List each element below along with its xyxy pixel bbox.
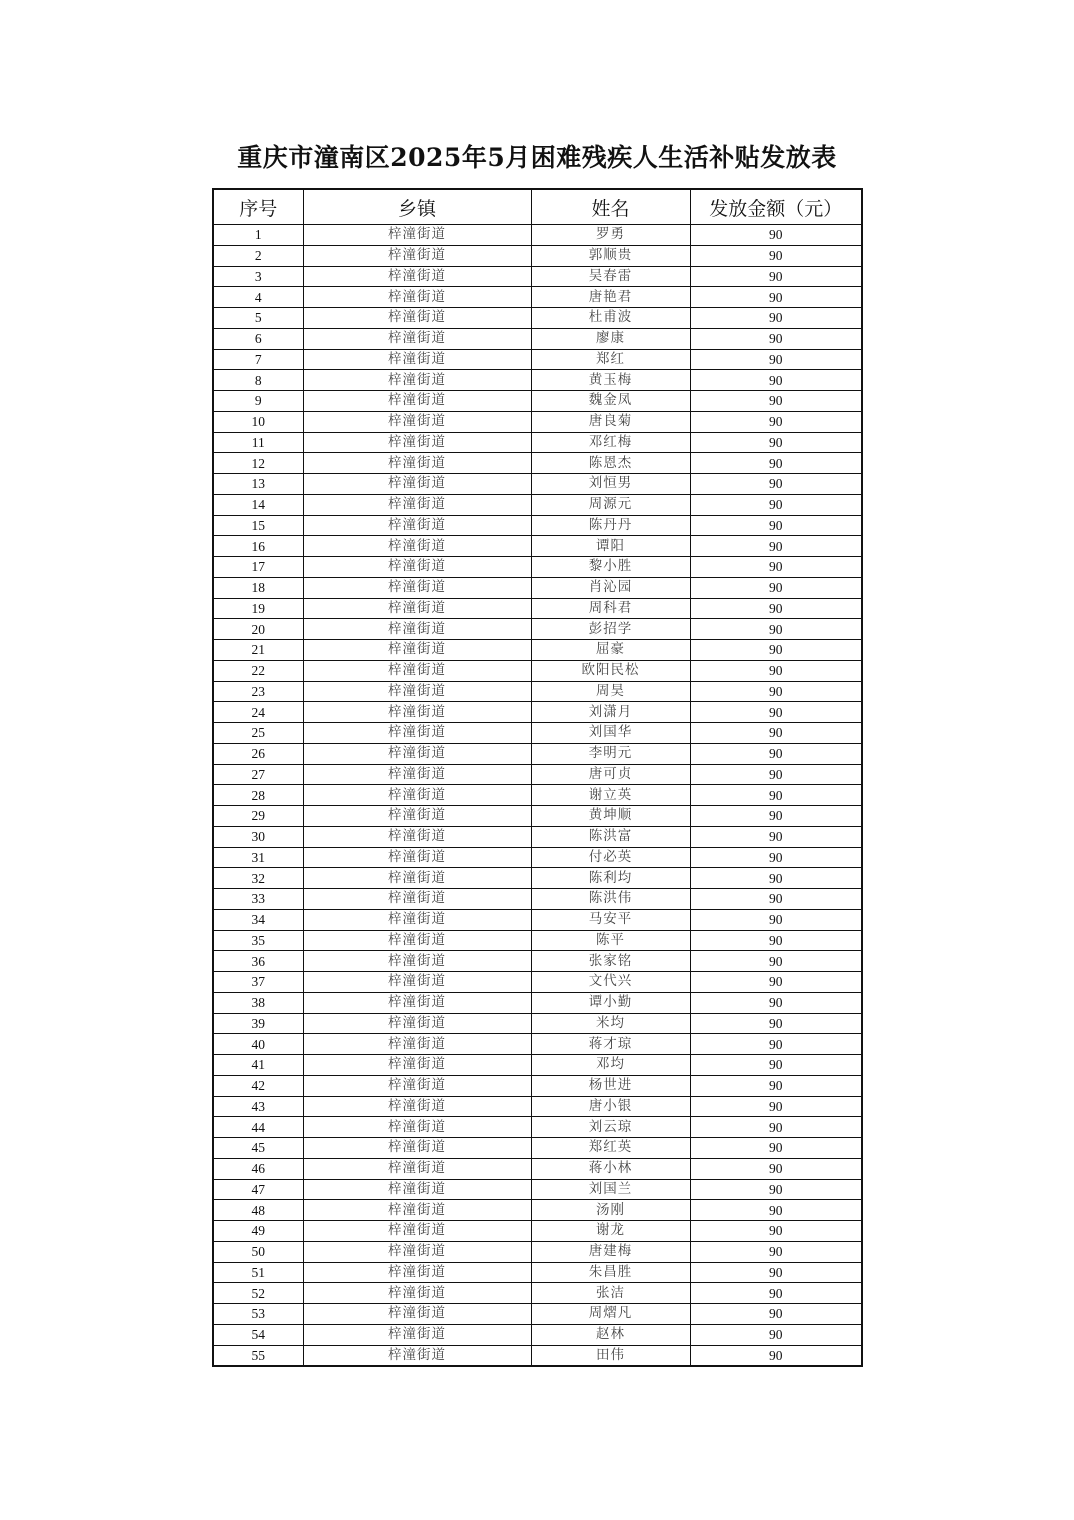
table-row — [213, 1345, 862, 1366]
row-amount: 90 — [690, 1200, 862, 1221]
table-row — [213, 1117, 862, 1138]
header-name: 姓名 — [531, 189, 690, 225]
row-index: 42 — [213, 1075, 303, 1096]
row-name: 肖沁园 — [531, 577, 690, 598]
table-row — [213, 1013, 862, 1034]
table-row — [213, 432, 862, 453]
row-township: 梓潼街道 — [303, 1283, 531, 1304]
row-name: 杨世进 — [531, 1075, 690, 1096]
table-body — [213, 225, 862, 1367]
row-amount: 90 — [690, 515, 862, 536]
row-index: 25 — [213, 723, 303, 744]
row-amount: 90 — [690, 806, 862, 827]
row-township: 梓潼街道 — [303, 1096, 531, 1117]
row-name: 刘云琼 — [531, 1117, 690, 1138]
row-name: 蒋才琼 — [531, 1034, 690, 1055]
row-amount: 90 — [690, 536, 862, 557]
table-row — [213, 515, 862, 536]
row-township: 梓潼街道 — [303, 1221, 531, 1242]
row-township: 梓潼街道 — [303, 1055, 531, 1076]
row-index: 43 — [213, 1096, 303, 1117]
row-amount: 90 — [690, 391, 862, 412]
row-index: 6 — [213, 328, 303, 349]
row-township: 梓潼街道 — [303, 287, 531, 308]
row-township: 梓潼街道 — [303, 474, 531, 495]
table-row — [213, 577, 862, 598]
row-index: 19 — [213, 598, 303, 619]
row-name: 魏金凤 — [531, 391, 690, 412]
row-name: 谢立英 — [531, 785, 690, 806]
row-name: 屈豪 — [531, 640, 690, 661]
row-name: 张洁 — [531, 1283, 690, 1304]
table-row — [213, 1138, 862, 1159]
row-index: 55 — [213, 1345, 303, 1366]
header-township: 乡镇 — [303, 189, 531, 225]
row-amount: 90 — [690, 577, 862, 598]
table-row — [213, 1075, 862, 1096]
row-amount: 90 — [690, 370, 862, 391]
row-name: 郭顺贵 — [531, 245, 690, 266]
row-index: 13 — [213, 474, 303, 495]
row-name: 陈丹丹 — [531, 515, 690, 536]
row-amount: 90 — [690, 266, 862, 287]
row-name: 唐艳君 — [531, 287, 690, 308]
row-name: 罗勇 — [531, 225, 690, 246]
row-amount: 90 — [690, 702, 862, 723]
row-amount: 90 — [690, 1013, 862, 1034]
row-index: 30 — [213, 826, 303, 847]
row-index: 38 — [213, 992, 303, 1013]
row-name: 黎小胜 — [531, 557, 690, 578]
row-index: 44 — [213, 1117, 303, 1138]
row-township: 梓潼街道 — [303, 577, 531, 598]
row-township: 梓潼街道 — [303, 930, 531, 951]
row-index: 7 — [213, 349, 303, 370]
row-township: 梓潼街道 — [303, 494, 531, 515]
row-index: 20 — [213, 619, 303, 640]
row-index: 29 — [213, 806, 303, 827]
row-township: 梓潼街道 — [303, 764, 531, 785]
row-index: 2 — [213, 245, 303, 266]
row-township: 梓潼街道 — [303, 785, 531, 806]
row-name: 邓均 — [531, 1055, 690, 1076]
row-name: 文代兴 — [531, 972, 690, 993]
row-name: 谢龙 — [531, 1221, 690, 1242]
row-index: 5 — [213, 308, 303, 329]
row-name: 邓红梅 — [531, 432, 690, 453]
row-township: 梓潼街道 — [303, 847, 531, 868]
row-name: 谭阳 — [531, 536, 690, 557]
row-name: 唐良菊 — [531, 411, 690, 432]
row-amount: 90 — [690, 1283, 862, 1304]
row-amount: 90 — [690, 349, 862, 370]
row-index: 49 — [213, 1221, 303, 1242]
row-name: 彭招学 — [531, 619, 690, 640]
row-township: 梓潼街道 — [303, 909, 531, 930]
row-index: 53 — [213, 1304, 303, 1325]
table-row — [213, 640, 862, 661]
row-name: 赵林 — [531, 1324, 690, 1345]
row-amount: 90 — [690, 826, 862, 847]
row-name: 米均 — [531, 1013, 690, 1034]
table-row — [213, 474, 862, 495]
table-row — [213, 494, 862, 515]
table-row — [213, 806, 862, 827]
row-amount: 90 — [690, 1345, 862, 1366]
row-township: 梓潼街道 — [303, 1200, 531, 1221]
row-amount: 90 — [690, 1138, 862, 1159]
row-name: 唐可贞 — [531, 764, 690, 785]
row-township: 梓潼街道 — [303, 992, 531, 1013]
header-index: 序号 — [213, 189, 303, 225]
row-index: 18 — [213, 577, 303, 598]
row-amount: 90 — [690, 1262, 862, 1283]
table-row — [213, 1241, 862, 1262]
row-township: 梓潼街道 — [303, 1324, 531, 1345]
row-index: 52 — [213, 1283, 303, 1304]
table-row — [213, 370, 862, 391]
table-row — [213, 785, 862, 806]
row-index: 35 — [213, 930, 303, 951]
row-amount: 90 — [690, 494, 862, 515]
row-name: 朱昌胜 — [531, 1262, 690, 1283]
row-amount: 90 — [690, 930, 862, 951]
header-amount: 发放金额（元） — [690, 189, 862, 225]
row-amount: 90 — [690, 1075, 862, 1096]
row-township: 梓潼街道 — [303, 1179, 531, 1200]
row-name: 陈平 — [531, 930, 690, 951]
row-index: 47 — [213, 1179, 303, 1200]
row-township: 梓潼街道 — [303, 536, 531, 557]
row-index: 27 — [213, 764, 303, 785]
row-amount: 90 — [690, 598, 862, 619]
row-name: 田伟 — [531, 1345, 690, 1366]
row-name: 周昊 — [531, 681, 690, 702]
row-amount: 90 — [690, 1324, 862, 1345]
row-amount: 90 — [690, 453, 862, 474]
row-index: 51 — [213, 1262, 303, 1283]
row-amount: 90 — [690, 1179, 862, 1200]
row-index: 34 — [213, 909, 303, 930]
row-name: 马安平 — [531, 909, 690, 930]
row-township: 梓潼街道 — [303, 1241, 531, 1262]
row-index: 46 — [213, 1158, 303, 1179]
row-township: 梓潼街道 — [303, 640, 531, 661]
row-index: 10 — [213, 411, 303, 432]
row-amount: 90 — [690, 1241, 862, 1262]
row-index: 8 — [213, 370, 303, 391]
row-township: 梓潼街道 — [303, 349, 531, 370]
row-township: 梓潼街道 — [303, 868, 531, 889]
row-township: 梓潼街道 — [303, 702, 531, 723]
row-amount: 90 — [690, 474, 862, 495]
row-township: 梓潼街道 — [303, 515, 531, 536]
table-row — [213, 930, 862, 951]
row-amount: 90 — [690, 411, 862, 432]
table-row — [213, 743, 862, 764]
row-index: 4 — [213, 287, 303, 308]
row-name: 吴春雷 — [531, 266, 690, 287]
row-name: 陈利均 — [531, 868, 690, 889]
table-row — [213, 1283, 862, 1304]
row-index: 41 — [213, 1055, 303, 1076]
row-amount: 90 — [690, 992, 862, 1013]
table-row — [213, 992, 862, 1013]
table-row — [213, 868, 862, 889]
row-township: 梓潼街道 — [303, 1158, 531, 1179]
row-amount: 90 — [690, 723, 862, 744]
row-amount: 90 — [690, 660, 862, 681]
row-index: 31 — [213, 847, 303, 868]
row-index: 28 — [213, 785, 303, 806]
row-amount: 90 — [690, 308, 862, 329]
row-township: 梓潼街道 — [303, 826, 531, 847]
row-name: 付必英 — [531, 847, 690, 868]
table-row — [213, 1221, 862, 1242]
row-amount: 90 — [690, 785, 862, 806]
table-row — [213, 1200, 862, 1221]
row-township: 梓潼街道 — [303, 557, 531, 578]
row-township: 梓潼街道 — [303, 328, 531, 349]
row-amount: 90 — [690, 743, 862, 764]
row-township: 梓潼街道 — [303, 743, 531, 764]
table-row — [213, 1096, 862, 1117]
page-title: 重庆市潼南区2025年5月困难残疾人生活补贴发放表 — [237, 143, 837, 172]
row-name: 周源元 — [531, 494, 690, 515]
row-township: 梓潼街道 — [303, 1304, 531, 1325]
row-amount: 90 — [690, 1055, 862, 1076]
row-name: 黄坤顺 — [531, 806, 690, 827]
row-amount: 90 — [690, 225, 862, 246]
table-row — [213, 660, 862, 681]
row-index: 48 — [213, 1200, 303, 1221]
row-index: 17 — [213, 557, 303, 578]
row-name: 周科君 — [531, 598, 690, 619]
table-row — [213, 951, 862, 972]
table-row — [213, 972, 862, 993]
row-township: 梓潼街道 — [303, 370, 531, 391]
row-amount: 90 — [690, 1304, 862, 1325]
row-name: 汤刚 — [531, 1200, 690, 1221]
row-index: 12 — [213, 453, 303, 474]
row-amount: 90 — [690, 847, 862, 868]
row-name: 刘国华 — [531, 723, 690, 744]
row-amount: 90 — [690, 868, 862, 889]
row-township: 梓潼街道 — [303, 245, 531, 266]
row-amount: 90 — [690, 889, 862, 910]
table-row — [213, 598, 862, 619]
row-township: 梓潼街道 — [303, 1013, 531, 1034]
row-township: 梓潼街道 — [303, 951, 531, 972]
row-amount: 90 — [690, 245, 862, 266]
row-name: 唐小银 — [531, 1096, 690, 1117]
table-row — [213, 1262, 862, 1283]
row-township: 梓潼街道 — [303, 308, 531, 329]
row-index: 36 — [213, 951, 303, 972]
table-header-row — [213, 189, 862, 225]
row-amount: 90 — [690, 328, 862, 349]
row-township: 梓潼街道 — [303, 723, 531, 744]
row-index: 45 — [213, 1138, 303, 1159]
table-row — [213, 847, 862, 868]
row-name: 陈洪伟 — [531, 889, 690, 910]
row-amount: 90 — [690, 1096, 862, 1117]
row-township: 梓潼街道 — [303, 1075, 531, 1096]
row-name: 杜甫波 — [531, 308, 690, 329]
row-name: 李明元 — [531, 743, 690, 764]
row-name: 张家铭 — [531, 951, 690, 972]
row-index: 37 — [213, 972, 303, 993]
row-index: 3 — [213, 266, 303, 287]
row-amount: 90 — [690, 619, 862, 640]
row-index: 50 — [213, 1241, 303, 1262]
table-row — [213, 328, 862, 349]
row-index: 1 — [213, 225, 303, 246]
table-row — [213, 826, 862, 847]
row-amount: 90 — [690, 764, 862, 785]
table-row — [213, 909, 862, 930]
table-row — [213, 1324, 862, 1345]
row-township: 梓潼街道 — [303, 266, 531, 287]
row-township: 梓潼街道 — [303, 1262, 531, 1283]
table-row — [213, 1179, 862, 1200]
row-index: 16 — [213, 536, 303, 557]
row-name: 陈恩杰 — [531, 453, 690, 474]
row-township: 梓潼街道 — [303, 391, 531, 412]
row-index: 22 — [213, 660, 303, 681]
table-row — [213, 225, 862, 246]
table-row — [213, 245, 862, 266]
row-name: 廖康 — [531, 328, 690, 349]
table-row — [213, 453, 862, 474]
table-row — [213, 349, 862, 370]
row-township: 梓潼街道 — [303, 598, 531, 619]
row-name: 刘恒男 — [531, 474, 690, 495]
table-row — [213, 1034, 862, 1055]
row-amount: 90 — [690, 681, 862, 702]
table-row — [213, 557, 862, 578]
row-name: 谭小勤 — [531, 992, 690, 1013]
table-row — [213, 764, 862, 785]
row-amount: 90 — [690, 909, 862, 930]
row-township: 梓潼街道 — [303, 806, 531, 827]
row-index: 11 — [213, 432, 303, 453]
row-index: 40 — [213, 1034, 303, 1055]
row-township: 梓潼街道 — [303, 411, 531, 432]
table-row — [213, 1304, 862, 1325]
table-row — [213, 702, 862, 723]
table-row — [213, 1055, 862, 1076]
row-amount: 90 — [690, 432, 862, 453]
row-name: 周熠凡 — [531, 1304, 690, 1325]
row-name: 黄玉梅 — [531, 370, 690, 391]
row-township: 梓潼街道 — [303, 660, 531, 681]
row-township: 梓潼街道 — [303, 1345, 531, 1366]
row-amount: 90 — [690, 287, 862, 308]
table-row — [213, 681, 862, 702]
row-index: 24 — [213, 702, 303, 723]
row-township: 梓潼街道 — [303, 1034, 531, 1055]
row-index: 32 — [213, 868, 303, 889]
table-row — [213, 287, 862, 308]
row-name: 刘潇月 — [531, 702, 690, 723]
row-amount: 90 — [690, 972, 862, 993]
table-row — [213, 266, 862, 287]
row-township: 梓潼街道 — [303, 681, 531, 702]
table-row — [213, 889, 862, 910]
row-index: 9 — [213, 391, 303, 412]
row-amount: 90 — [690, 1158, 862, 1179]
row-amount: 90 — [690, 1117, 862, 1138]
table-row — [213, 723, 862, 744]
row-township: 梓潼街道 — [303, 225, 531, 246]
row-name: 蒋小林 — [531, 1158, 690, 1179]
row-index: 14 — [213, 494, 303, 515]
table-row — [213, 308, 862, 329]
row-township: 梓潼街道 — [303, 1138, 531, 1159]
row-index: 54 — [213, 1324, 303, 1345]
row-name: 刘国兰 — [531, 1179, 690, 1200]
table-row — [213, 1158, 862, 1179]
row-township: 梓潼街道 — [303, 972, 531, 993]
row-name: 陈洪富 — [531, 826, 690, 847]
table-row — [213, 536, 862, 557]
row-township: 梓潼街道 — [303, 619, 531, 640]
row-index: 26 — [213, 743, 303, 764]
row-index: 21 — [213, 640, 303, 661]
row-township: 梓潼街道 — [303, 453, 531, 474]
subsidy-table — [212, 188, 863, 1367]
row-amount: 90 — [690, 640, 862, 661]
row-township: 梓潼街道 — [303, 889, 531, 910]
row-name: 欧阳民松 — [531, 660, 690, 681]
row-name: 郑红 — [531, 349, 690, 370]
table-row — [213, 411, 862, 432]
table-row — [213, 619, 862, 640]
row-index: 39 — [213, 1013, 303, 1034]
table-row — [213, 391, 862, 412]
row-name: 郑红英 — [531, 1138, 690, 1159]
row-township: 梓潼街道 — [303, 432, 531, 453]
row-index: 23 — [213, 681, 303, 702]
row-index: 33 — [213, 889, 303, 910]
row-index: 15 — [213, 515, 303, 536]
row-amount: 90 — [690, 1034, 862, 1055]
row-township: 梓潼街道 — [303, 1117, 531, 1138]
row-amount: 90 — [690, 557, 862, 578]
row-amount: 90 — [690, 1221, 862, 1242]
row-name: 唐建梅 — [531, 1241, 690, 1262]
row-amount: 90 — [690, 951, 862, 972]
